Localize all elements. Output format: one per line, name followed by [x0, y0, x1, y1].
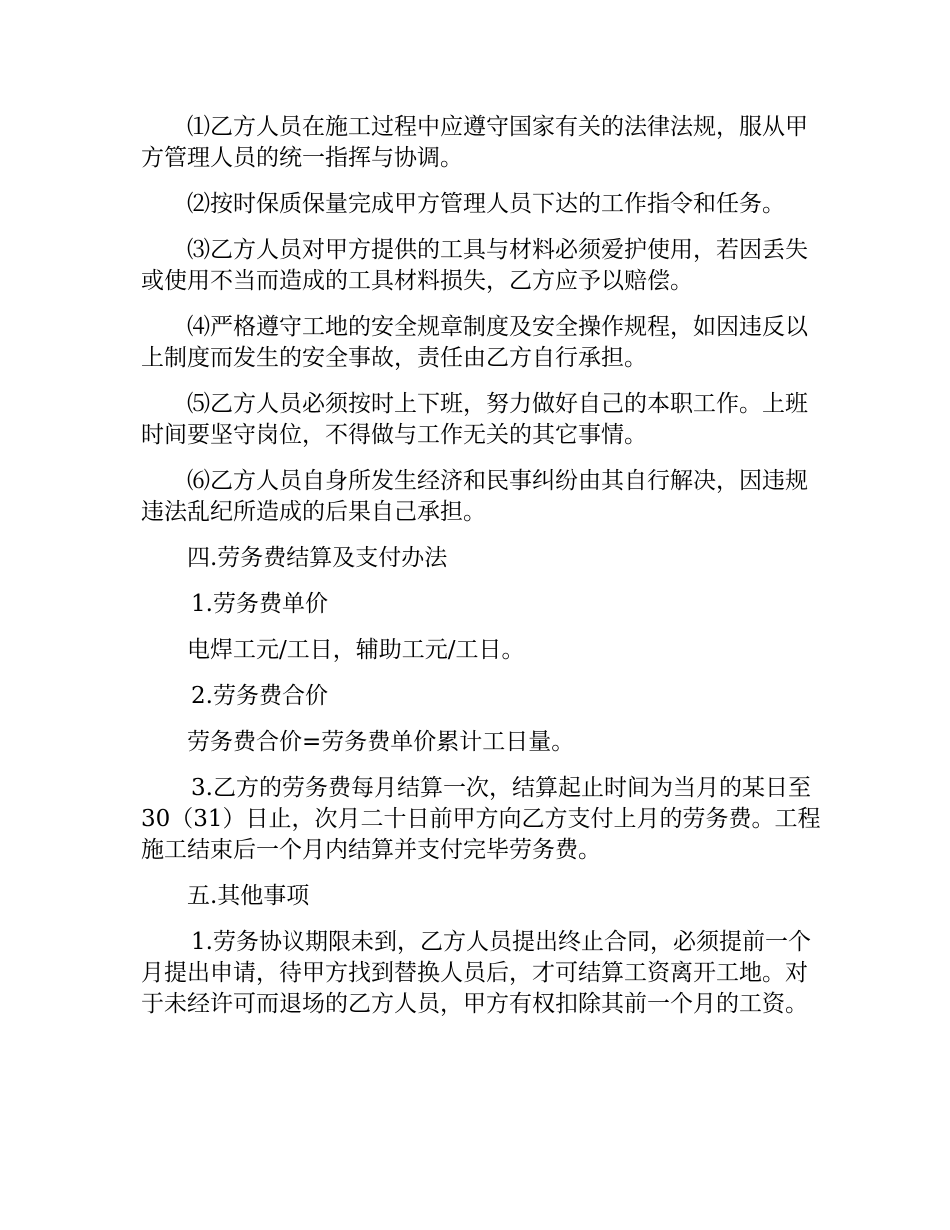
clause-3-tools-materials: ⑶乙方人员对甲方提供的工具与材料必须爱护使用，若因丢失或使用不当而造成的工具材料损失，乙方应予以赔偿。: [141, 237, 808, 294]
clause-6-disputes: ⑹乙方人员自身所发生经济和民事纠纷由其自行解决，因违规违法乱纪所造成的后果自己承担。: [141, 468, 808, 525]
total-price-text: 劳务费合价=劳务费单价累计工日量。: [187, 729, 575, 755]
item-total-price-heading: 2.劳务费合价: [191, 683, 328, 709]
clause-1-obey-laws: ⑴乙方人员在施工过程中应遵守国家有关的法律法规，服从甲方管理人员的统一指挥与协调。: [141, 114, 808, 171]
clause-2-complete-tasks: ⑵按时保质保量完成甲方管理人员下达的工作指令和任务。: [187, 191, 785, 217]
document-body: [141, 112, 821, 1035]
section-heading-settlement: 四.劳务费结算及支付办法: [187, 545, 448, 571]
clause-4-safety-rules: ⑷严格遵守工地的安全规章制度及安全操作规程，如因违反以上制度而发生的安全事故，责任由乙方自行承担。: [141, 314, 808, 371]
clause-5-working-hours: ⑸乙方人员必须按时上下班，努力做好自己的本职工作。上班时间要坚守岗位，不得做与工作无关的其它事情。: [141, 391, 808, 448]
item-early-termination: 1.劳务协议期限未到，乙方人员提出终止合同，必须提前一个月提出申请，待甲方找到替换人员后，才可结算工资离开工地。对于未经许可而退场的乙方人员，甲方有权扣除其前一个月的工资。: [141, 929, 811, 1017]
unit-price-text: 电焊工元/工日，辅助工元/工日。: [187, 637, 525, 663]
item-monthly-settlement: 3.乙方的劳务费每月结算一次，结算起止时间为当月的某日至30（31）日止，次月二十日前甲方向乙方支付上月的劳务费。工程施工结束后一个月内结算并支付完毕劳务费。: [141, 775, 821, 863]
item-unit-price-heading: 1.劳务费单价: [191, 591, 328, 617]
section-heading-other-matters: 五.其他事项: [187, 883, 310, 909]
